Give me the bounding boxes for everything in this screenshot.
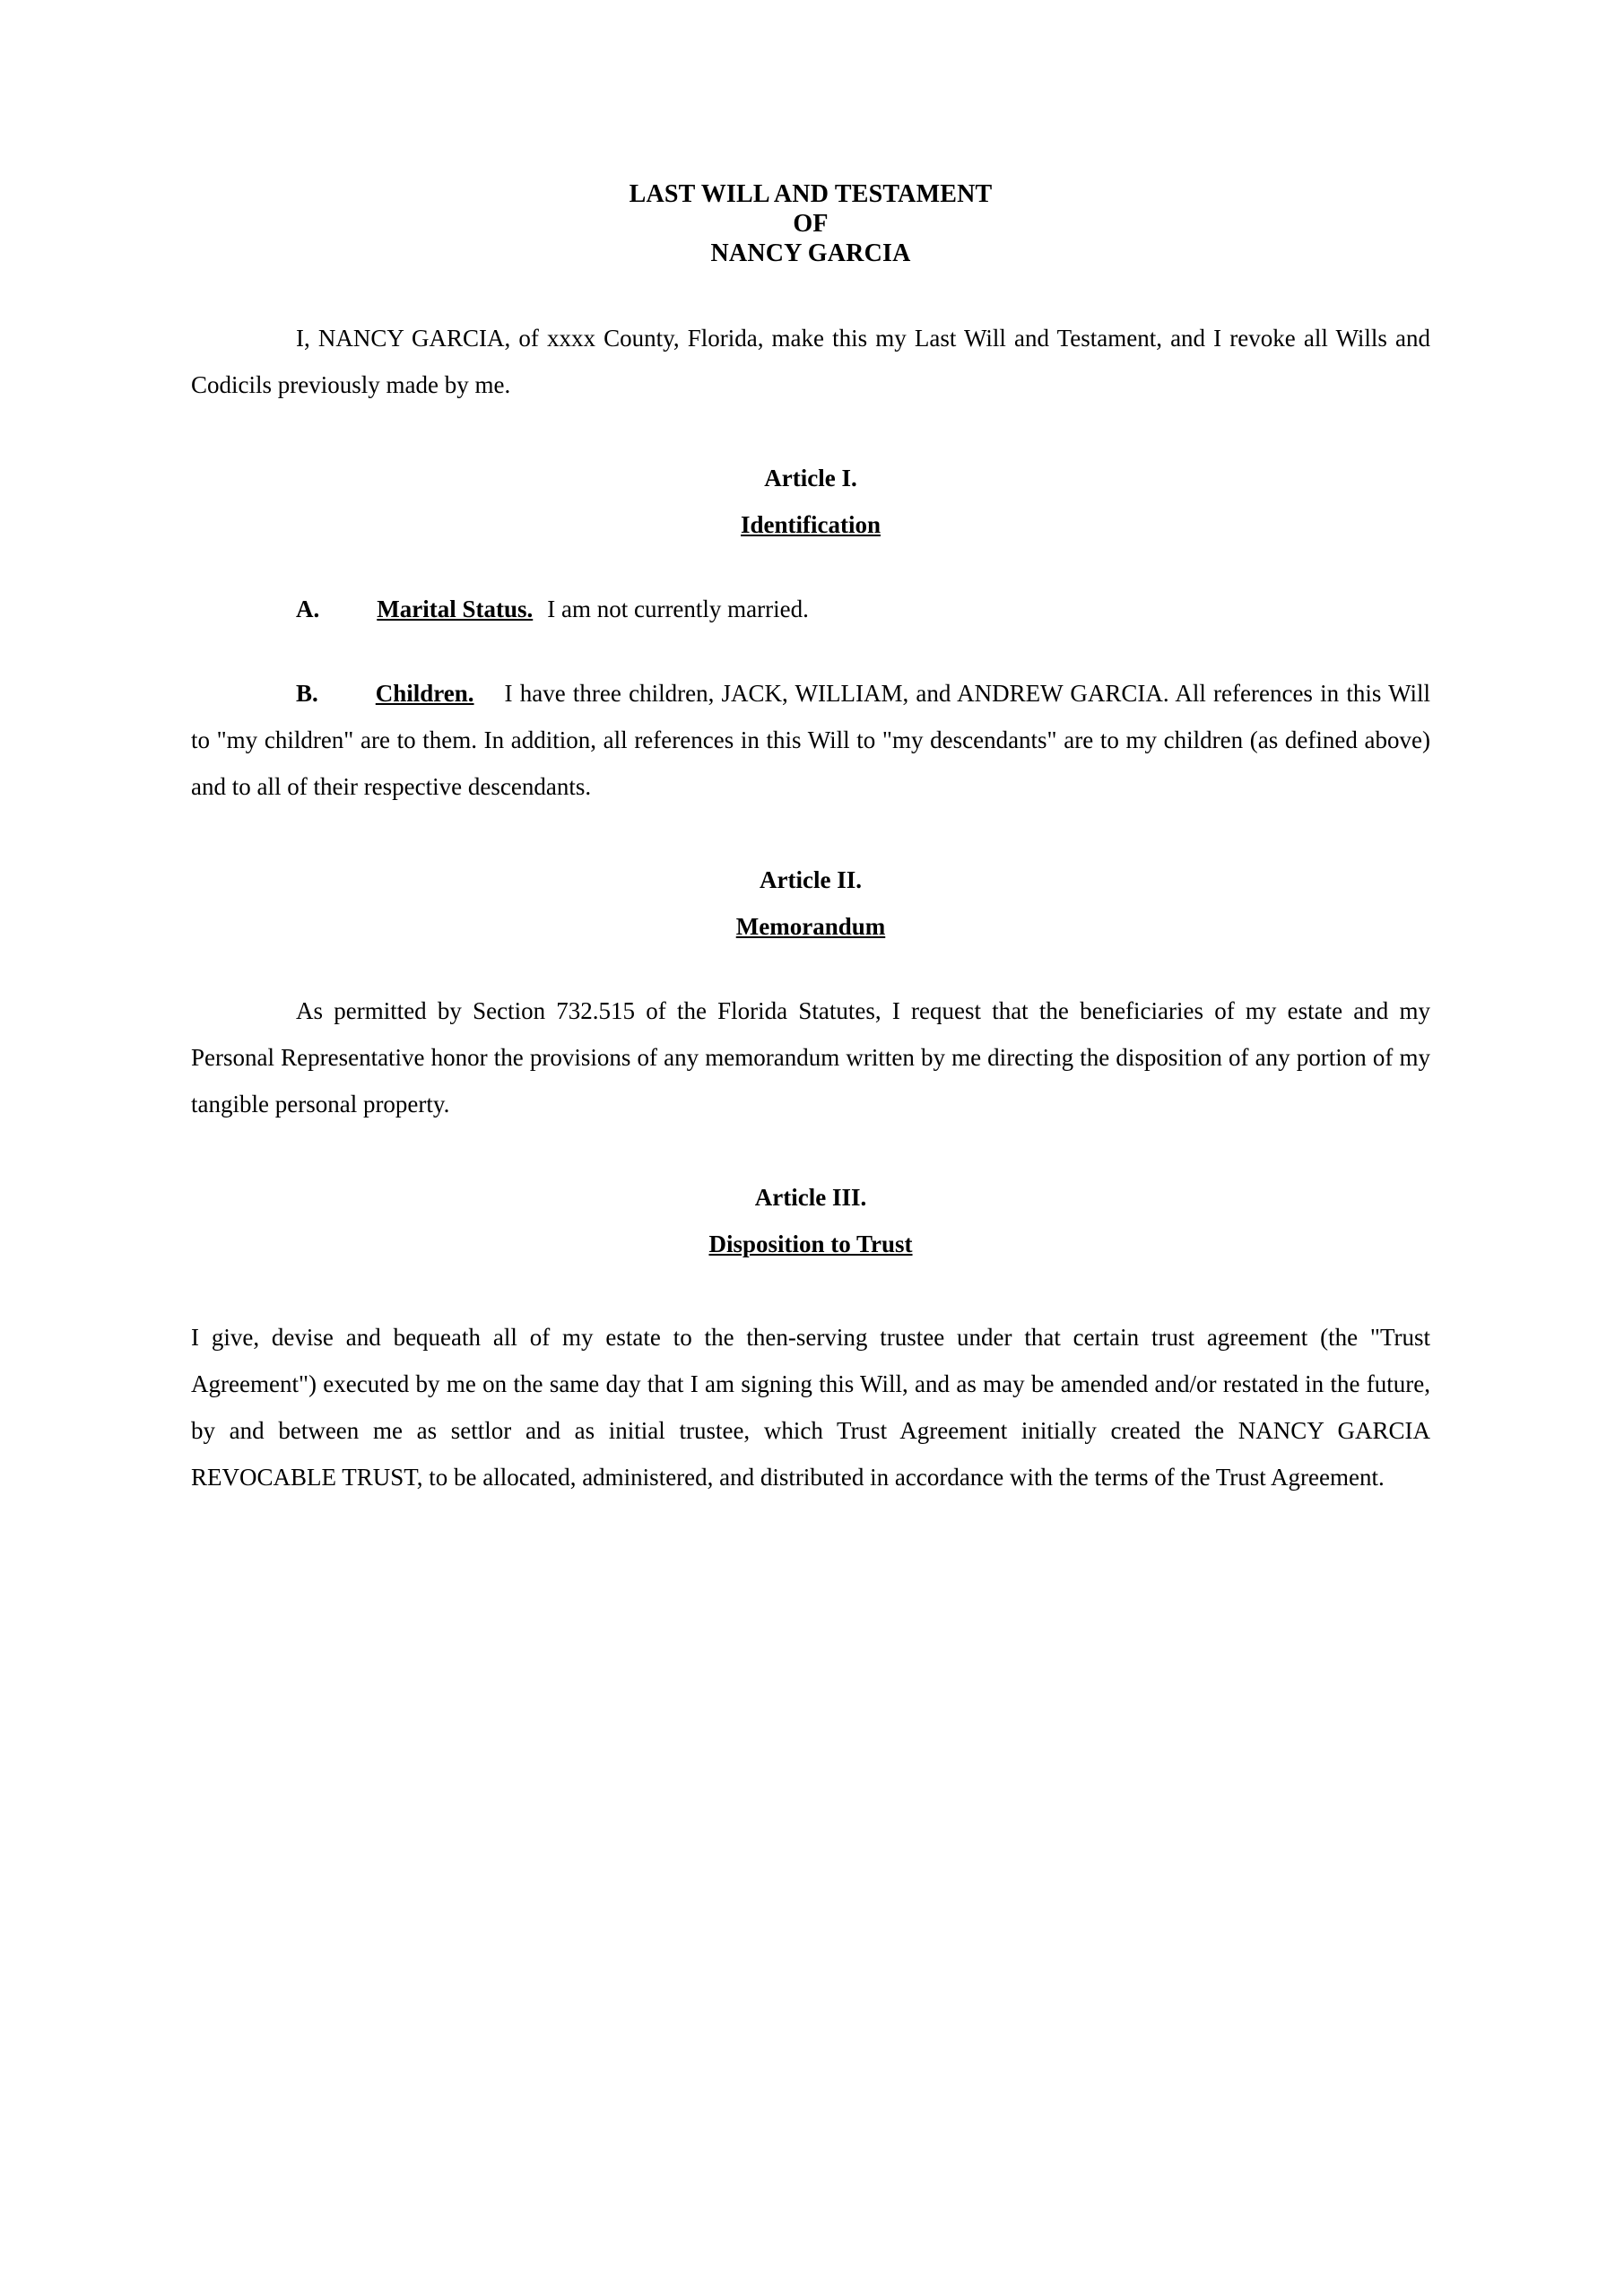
- article-2-subtitle: [191, 903, 1430, 950]
- article-2-body: As permitted by Section 732.515 of the Florida Statutes, I request that the beneficiaries of my estate and my Personal Representative honor the provisions of any memorandum written by me directing the disposition of any portion of my tangible personal property.: [191, 997, 1430, 1118]
- spacer-after-article-2-heading: [191, 950, 1430, 987]
- spacer-after-article-1-heading: [191, 548, 1430, 586]
- section-a-heading: Marital Status.: [377, 596, 534, 622]
- spacer-after-preamble: [191, 408, 1430, 455]
- section-a-text: I am not currently married.: [547, 596, 809, 622]
- document-title-block: [191, 0, 1430, 268]
- article-1-number: Article I.: [764, 465, 857, 491]
- article-2-subtitle-text: Memorandum: [735, 913, 886, 940]
- section-b-text: I have three children, JACK, WILLIAM, and ANDREW GARCIA. All references in this Will to "my children" are to them. In addition, all references in this Will to "my descendants" are to my children (as defined above) and to all of their respective descendants.: [191, 680, 1430, 800]
- section-b-heading: Children.: [375, 680, 474, 707]
- document-content: [191, 0, 1430, 1500]
- spacer-after-article-1: [191, 810, 1430, 857]
- article-3-subtitle: [191, 1221, 1430, 1267]
- article-3-body: I give, devise and bequeath all of my estate to the then-serving trustee under that certain trust agreement (the "Trust Agreement") executed by me on the same day that I am signing this Will, and as may be amended and/or restated in the future, by and between me as settlor and as initial trustee, which Trust Agreement initially created the NANCY GARCIA REVOCABLE TRUST, to be allocated, administered, and distributed in accordance with the terms of the Trust Agreement.: [191, 1324, 1430, 1491]
- preamble-paragraph: I, NANCY GARCIA, of xxxx County, Florida, make this my Last Will and Testament, and I revoke all Wills and Codicils previously made by me.: [191, 325, 1430, 398]
- article-3-subtitle-text: Disposition to Trust: [708, 1231, 913, 1257]
- article-2-number: Article II.: [760, 866, 862, 893]
- spacer-after-article-3-heading: [191, 1267, 1430, 1314]
- spacer-after-title: [191, 268, 1430, 315]
- spacer-between-sections: [191, 632, 1430, 670]
- section-b: [191, 670, 1430, 810]
- title-line-1: LAST WILL AND TESTAMENT: [629, 180, 993, 208]
- section-a: [191, 586, 1430, 632]
- title-line-2: OF: [793, 210, 829, 238]
- article-1-subtitle: [191, 501, 1430, 548]
- article-3-number: Article III.: [754, 1184, 867, 1211]
- section-a-letter: A.: [296, 596, 320, 622]
- article-1-subtitle-text: Identification: [740, 511, 881, 538]
- title-line-3: NANCY GARCIA: [710, 239, 911, 267]
- section-b-letter: B.: [296, 680, 318, 707]
- spacer-after-article-2: [191, 1127, 1430, 1174]
